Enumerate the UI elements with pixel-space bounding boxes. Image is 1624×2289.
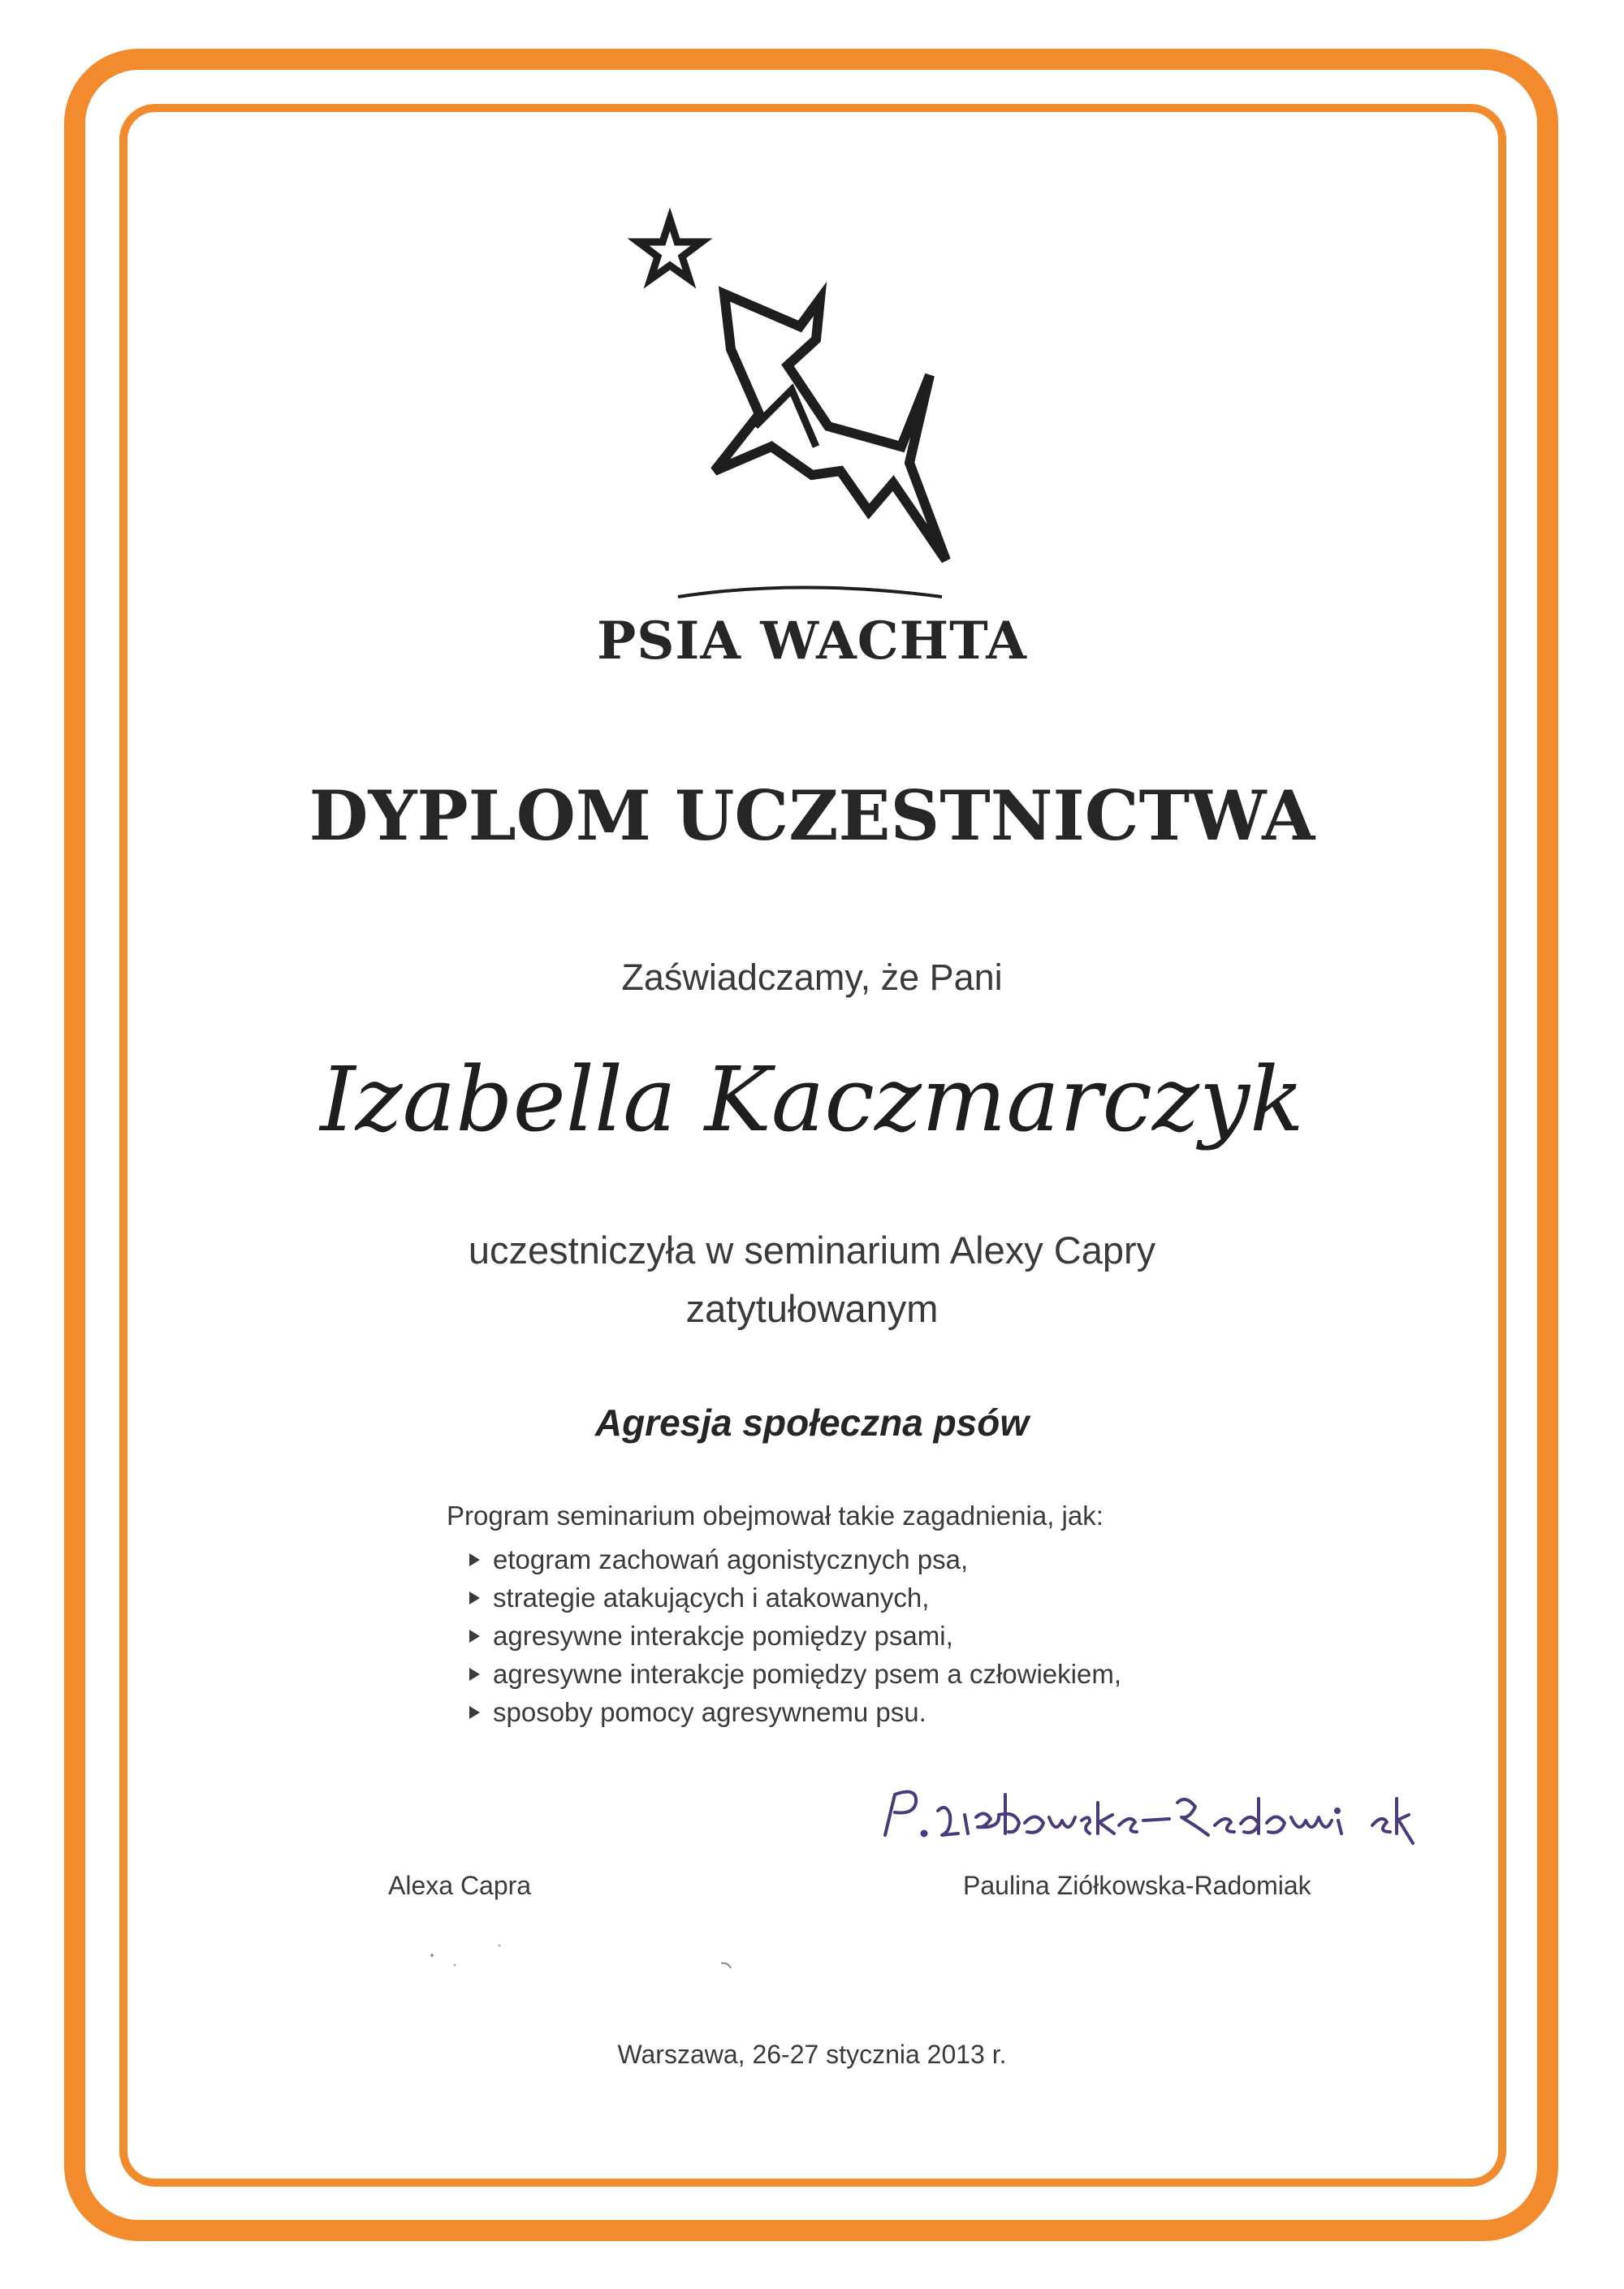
certification-intro: Zaświadczamy, że Pani [621, 957, 1003, 998]
arrow-bullet-icon [469, 1592, 480, 1604]
list-item: agresywne interakcje pomiędzy psami, [469, 1617, 1259, 1655]
brand-name: PSIA WACHTA [597, 611, 1027, 672]
arrow-bullet-icon [469, 1553, 480, 1566]
signer-name-left: Alexa Capra [388, 1871, 532, 1900]
list-item: etogram zachowań agonistycznych psa, [469, 1540, 1259, 1579]
program-list [447, 1540, 1259, 1731]
list-item: strategie atakujących i atakowanych, [469, 1579, 1259, 1617]
arrow-bullet-icon [469, 1668, 480, 1681]
star-and-dog-logo-icon [625, 203, 974, 609]
participation-description: uczestniczyła w seminarium Alexy Capry [468, 1229, 1156, 1272]
participation-description-cont: zatytułowanym [685, 1287, 939, 1330]
signer-name-right: Paulina Ziółkowska-Radomiak [963, 1871, 1311, 1900]
scan-specks [422, 1941, 747, 1981]
list-item: agresywne interakcje pomiędzy psem a człowiekiem, [469, 1655, 1259, 1693]
program-section [447, 1498, 1259, 1731]
arrow-bullet-icon [469, 1630, 480, 1643]
diploma-title: DYPLOM UCZESTNICTWA [309, 775, 1315, 856]
list-item: sposoby pomocy agresywnemu psu. [469, 1693, 1259, 1731]
seminar-topic: Agresja społeczna psów [594, 1401, 1030, 1444]
place-and-date: Warszawa, 26-27 stycznia 2013 r. [617, 2040, 1007, 2069]
recipient-name: Izabella Kaczmarczyk [320, 1047, 1304, 1151]
program-intro: Program seminarium obejmował takie zagadnienia, jak: [447, 1501, 1104, 1531]
handwritten-signature [877, 1778, 1437, 1851]
arrow-bullet-icon [469, 1706, 480, 1719]
